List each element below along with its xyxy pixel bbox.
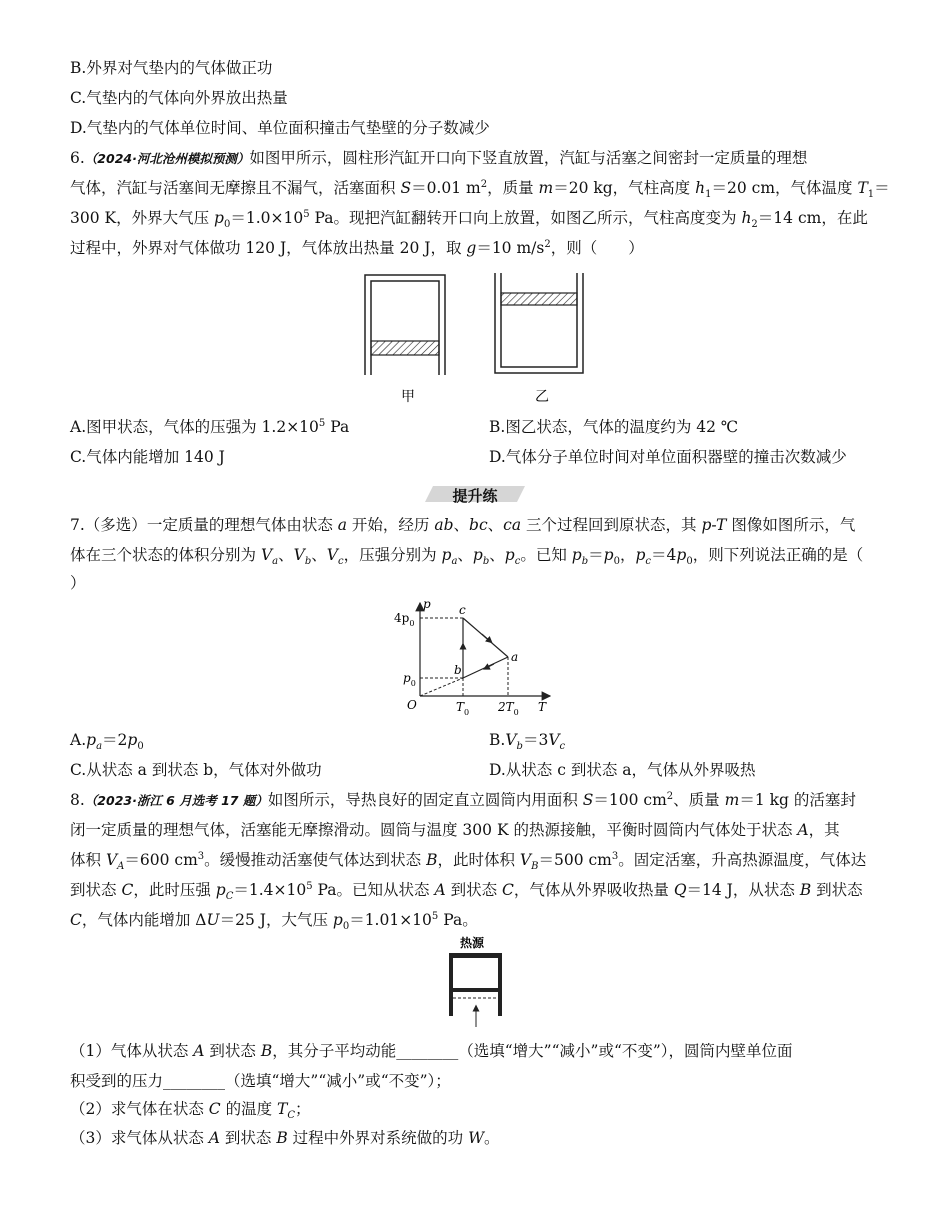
section-banner: 提升练 — [452, 487, 498, 505]
svg-text:a: a — [511, 650, 519, 664]
q6-source: （2024·河北沧州模拟预测） — [84, 151, 250, 166]
svg-text:T0: $T_0$ — [456, 700, 470, 717]
q6-stem-line1: 6.（2024·河北沧州模拟预测）如图甲所示，圆柱形汽缸开口向下竖直放置，汽缸与活塞之间密封一定质量的理想 — [70, 149, 808, 167]
svg-text:p: p — [423, 598, 431, 611]
heat-source-label: 热源 — [460, 936, 485, 950]
cylinder-yi — [495, 273, 583, 373]
svg-text:T: T — [538, 700, 547, 714]
q7-stem-line1: 7.（多选）一定质量的理想气体由状态 a 开始，经历 ab、bc、ca 三个过程回到原状态，其 p-T 图像如图所示，气 — [70, 516, 856, 534]
q8-sub3: （3）求气体从状态 A 到状态 B 过程中外界对系统做的功 W。 — [70, 1129, 500, 1147]
piston — [453, 988, 498, 992]
svg-text:O: O — [407, 698, 417, 712]
q6-cylinder-figure — [355, 265, 595, 410]
q6-option-d: D.气体分子单位时间对单位面积器壁的撞击次数减少 — [489, 448, 847, 466]
q7-stem-line3: ） — [70, 574, 86, 592]
q7-option-d: D.从状态 c 到状态 a，气体从外界吸热 — [489, 761, 756, 779]
q8-sub1-line2: 积受到的压力________（选填“增大”“减小”或“不变”）； — [70, 1072, 451, 1090]
q6-stem-line2: 气体，汽缸与活塞间无摩擦且不漏气，活塞面积 S＝0.01 $m^2$，质量 m＝20 kg，气柱高度 $h_1=20$ cm，气体温度 $T_1=$ — [70, 178, 890, 201]
q7-option-a: $A.p_a=2p_0$ — [70, 731, 144, 753]
q6-option-c: C.气体内能增加 140 J — [70, 448, 225, 466]
q8-stem-line5: C，气体内能增加 ΔU＝25 J，大气压 $p_0=1.01\times 10^5$ Pa。 — [70, 910, 478, 933]
q7-pt-graph — [390, 598, 560, 723]
svg-text:2T0: $2T_0$ — [498, 700, 519, 717]
svg-text:b: b — [454, 663, 462, 677]
q7-option-b: $B.V_b=3V_c$ — [489, 731, 566, 753]
svg-text:c: c — [459, 603, 466, 617]
q8-cylinder-figure — [440, 932, 510, 1032]
q8-stem-line4: 到状态 C，此时压强 $p_C=1.4\times 10^5$ Pa。已知从状态 A 到状态 C，气体从外界吸收热量 Q＝14 J，从状态 B 到状态 — [70, 880, 863, 903]
q6-stem-line3: 300 K，外界大气压 $p_0=1.0\times 10^5$ Pa。现把汽缸翻转开口向上放置，如图乙所示，气柱高度变为 $h_2=14$ cm，在此 — [70, 208, 868, 231]
cylinder-jia — [365, 275, 445, 375]
heat-source-bar — [449, 953, 502, 958]
q8-sub2: （2）求气体在状态 C 的温度 $T_C$； — [70, 1100, 311, 1122]
q8-stem-line1: 8.（2023·浙江 6 月选考 17 题）如图所示，导热良好的固定直立圆筒内用面积 S＝100 $cm^2$、质量 m＝1 kg 的活塞封 — [70, 790, 856, 809]
q7-stem-line2: 体在三个状态的体积分别为 $V_a$、$V_b$、$V_c$，压强分别为 $p_a$、$p_b$、$p_c$。已知 $p_b=p_0$，$p_c=4p_0$，则下列说法正确的是（ — [70, 546, 864, 568]
piston-jia — [371, 341, 439, 355]
svg-text:p0: $p_0$ — [403, 671, 416, 688]
q8-stem-line2: 闭一定质量的理想气体，活塞能无摩擦滑动。圆筒与温度 300 K 的热源接触，平衡时圆筒内气体处于状态 A，其 — [70, 821, 840, 839]
q7-option-c: C.从状态 a 到状态 b，气体对外做功 — [70, 761, 322, 779]
q5-option-d: D.气垫内的气体单位时间、单位面积撞击气垫壁的分子数减少 — [70, 119, 490, 137]
q8-sub1-line1: （1）气体从状态 A 到状态 B，其分子平均动能________（选填“增大”“减小”或“不变”），圆筒内壁单位面 — [70, 1042, 793, 1060]
q8-stem-line3: 体积 $V_A=600$ $cm^3$。缓慢推动活塞使气体达到状态 B，此时体积 $V_B=500$ $cm^3$。固定活塞，升高热源温度，气体达 — [70, 850, 867, 873]
q6-option-b: B.图乙状态，气体的温度约为 42 ℃ — [489, 418, 739, 436]
process-ab — [463, 657, 508, 678]
q8-source: （2023·浙江 6 月选考 17 题） — [84, 793, 268, 808]
label-jia: 甲 — [401, 389, 415, 405]
q6-option-a: A.图甲状态，气体的压强为 $1.2\times 10^5$ Pa — [70, 417, 350, 436]
q5-option-b: B.外界对气垫内的气体做正功 — [70, 59, 273, 77]
q6-stem-line4: 过程中，外界对气体做功 120 J，气体放出热量 20 J，取 g＝10 $m/s^2$，则（ ） — [70, 238, 644, 257]
label-yi: 乙 — [535, 389, 549, 405]
piston-yi — [501, 293, 577, 305]
svg-text:4p0: $4p_0$ — [394, 611, 415, 628]
q5-option-c: C.气垫内的气体向外界放出热量 — [70, 89, 288, 107]
